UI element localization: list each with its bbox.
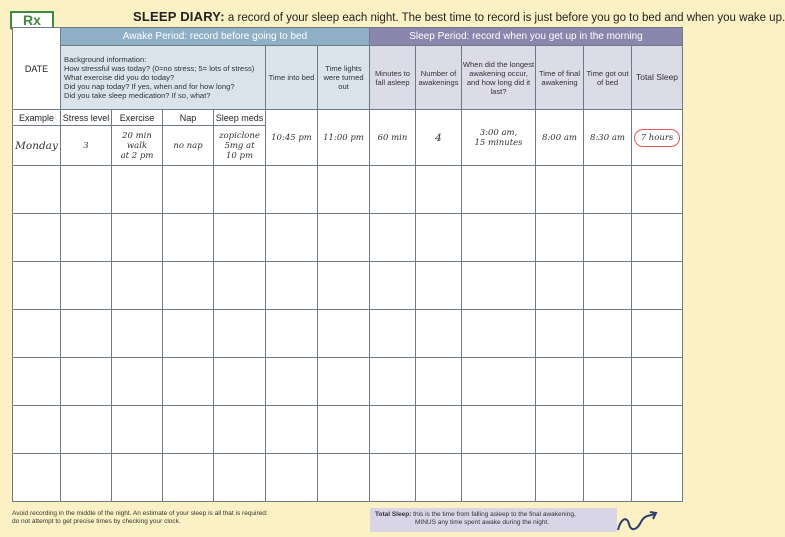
diary-entry-cell[interactable] (462, 358, 536, 406)
diary-entry-cell[interactable] (370, 406, 416, 454)
diary-entry-cell[interactable] (318, 454, 370, 502)
diary-entry-cell[interactable] (61, 166, 112, 214)
diary-entry-cell[interactable] (266, 454, 318, 502)
diary-entry-cell[interactable] (214, 454, 266, 502)
example-time-final-awakening: 8:00 am (536, 110, 584, 166)
diary-entry-cell[interactable] (462, 454, 536, 502)
diary-entry-row (13, 262, 683, 310)
diary-entry-row (13, 310, 683, 358)
diary-entry-cell[interactable] (632, 406, 683, 454)
diary-entry-cell[interactable] (13, 166, 61, 214)
example-day: Monday (13, 126, 61, 166)
diary-entry-cell[interactable] (13, 310, 61, 358)
diary-entry-cell[interactable] (536, 262, 584, 310)
diary-entry-cell[interactable] (163, 166, 214, 214)
diary-entry-cell[interactable] (370, 214, 416, 262)
diary-entry-cell[interactable] (318, 406, 370, 454)
diary-entry-cell[interactable] (112, 262, 163, 310)
diary-entry-cell[interactable] (318, 214, 370, 262)
date-header: DATE (13, 28, 61, 110)
diary-entry-cell[interactable] (163, 454, 214, 502)
footer-note-line: Avoid recording in the middle of the night. An estimate of your sleep is all that is required: (12, 510, 268, 517)
diary-entry-cell[interactable] (214, 358, 266, 406)
diary-entry-cell[interactable] (266, 214, 318, 262)
diary-entry-cell[interactable] (61, 358, 112, 406)
diary-entry-cell[interactable] (536, 166, 584, 214)
diary-entry-cell[interactable] (632, 166, 683, 214)
diary-entry-cell[interactable] (163, 406, 214, 454)
diary-entry-cell[interactable] (462, 310, 536, 358)
example-longest-awakening-line: 15 minutes (474, 137, 523, 148)
diary-entry-cell[interactable] (266, 310, 318, 358)
diary-entry-cell[interactable] (536, 310, 584, 358)
example-sleep-meds-line: zopiclone (219, 130, 260, 141)
example-number-awakenings: 4 (416, 110, 462, 166)
example-nap: no nap (163, 126, 214, 166)
example-label: Example (13, 110, 61, 126)
diary-entry-cell[interactable] (13, 454, 61, 502)
diary-entry-cell[interactable] (536, 406, 584, 454)
diary-entry-cell[interactable] (266, 262, 318, 310)
diary-entry-cell[interactable] (214, 262, 266, 310)
diary-entry-cell[interactable] (266, 406, 318, 454)
diary-entry-cell[interactable] (61, 214, 112, 262)
example-time-into-bed: 10:45 pm (266, 110, 318, 166)
awake-period-header: Awake Period: record before going to bed (61, 28, 370, 46)
diary-entry-cell[interactable] (416, 262, 462, 310)
example-exercise (112, 126, 163, 166)
diary-entry-cell[interactable] (416, 166, 462, 214)
diary-entry-cell[interactable] (163, 358, 214, 406)
diary-entry-cell[interactable] (584, 406, 632, 454)
diary-entry-cell[interactable] (416, 310, 462, 358)
diary-entry-cell[interactable] (632, 310, 683, 358)
diary-entry-cell[interactable] (584, 454, 632, 502)
example-total-sleep-circle: 7 hours (634, 129, 681, 147)
title-bold: SLEEP DIARY: (133, 9, 225, 24)
example-minutes-fall-asleep: 60 min (370, 110, 416, 166)
example-sleep-meds (214, 126, 266, 166)
diary-entry-cell[interactable] (584, 166, 632, 214)
diary-entry-cell[interactable] (214, 166, 266, 214)
diary-entry-cell[interactable] (61, 262, 112, 310)
total-sleep-definition-text2: MINUS any time spent awake during the night. (415, 519, 550, 526)
diary-entry-cell[interactable] (13, 262, 61, 310)
page-title (133, 9, 785, 24)
diary-entry-cell[interactable] (632, 214, 683, 262)
example-sleep-meds-line: 5mg at (224, 140, 255, 151)
example-exercise-line: walk (126, 140, 148, 151)
logo-rx: Rx (23, 12, 41, 28)
footer-note-line: do not attempt to get precise times by checking your clock. (12, 518, 181, 525)
diary-entry-row (13, 214, 683, 262)
example-longest-awakening (462, 110, 536, 166)
example-time-out-of-bed: 8:30 am (584, 110, 632, 166)
diary-entry-cell[interactable] (584, 262, 632, 310)
diary-entry-cell[interactable] (632, 358, 683, 406)
diary-entry-row (13, 358, 683, 406)
diary-entry-cell[interactable] (370, 310, 416, 358)
total-sleep-definition-text: this is the time from falling asleep to the final awakening, (411, 511, 576, 518)
minutes-fall-asleep-header: Minutes to fall asleep (370, 46, 416, 110)
diary-entry-cell[interactable] (61, 454, 112, 502)
diary-entry-cell[interactable] (318, 166, 370, 214)
diary-entry-cell[interactable] (112, 166, 163, 214)
background-info-line: Background information: (64, 55, 147, 64)
background-info-line: Did you nap today? If yes, when and for how long? (64, 82, 235, 91)
diary-entry-row (13, 406, 683, 454)
diary-entry-cell[interactable] (632, 454, 683, 502)
time-final-awakening-header: Time of final awakening (536, 46, 584, 110)
exercise-header: Exercise (112, 110, 163, 126)
diary-entry-cell[interactable] (370, 262, 416, 310)
total-sleep-header: Total Sleep (632, 46, 683, 110)
diary-entry-cell[interactable] (266, 166, 318, 214)
example-exercise-line: at 2 pm (120, 150, 154, 161)
example-exercise-line: 20 min (122, 130, 152, 141)
diary-entry-cell[interactable] (370, 358, 416, 406)
example-stress: 3 (61, 126, 112, 166)
diary-entry-cell[interactable] (318, 310, 370, 358)
diary-entry-cell[interactable] (112, 358, 163, 406)
diary-entry-cell[interactable] (13, 214, 61, 262)
diary-entry-cell[interactable] (163, 262, 214, 310)
background-info-line: Did you take sleep medication? If so, what? (64, 91, 211, 100)
diary-entry-cell[interactable] (536, 454, 584, 502)
example-time-lights-out: 11:00 pm (318, 110, 370, 166)
diary-entry-cell[interactable] (13, 358, 61, 406)
example-total-sleep (632, 110, 683, 166)
diary-entry-cell[interactable] (536, 358, 584, 406)
example-longest-awakening-line: 3:00 am, (479, 127, 518, 138)
diary-entry-cell[interactable] (416, 214, 462, 262)
diary-entry-cell[interactable] (370, 166, 416, 214)
diary-entry-cell[interactable] (584, 358, 632, 406)
diary-entry-row (13, 166, 683, 214)
total-sleep-definition-label: Total Sleep: (375, 511, 412, 518)
diary-entry-row (13, 454, 683, 502)
diary-entry-cell[interactable] (112, 310, 163, 358)
swirl-arrow-icon (615, 510, 660, 534)
diary-entry-cell[interactable] (112, 214, 163, 262)
sleep-diary-table (12, 27, 683, 502)
sleep-meds-header: Sleep meds (214, 110, 266, 126)
diary-entry-cell[interactable] (370, 454, 416, 502)
time-into-bed-header: Time into bed (266, 46, 318, 110)
background-info-line: How stressful was today? (0=no stress; 5= lots of stress) (64, 64, 255, 73)
stress-level-header: Stress level (61, 110, 112, 126)
total-sleep-definition (370, 508, 617, 532)
diary-entry-cell[interactable] (318, 358, 370, 406)
footer-note (12, 510, 268, 526)
diary-entry-cell[interactable] (61, 310, 112, 358)
diary-entry-cell[interactable] (584, 214, 632, 262)
diary-entry-cell[interactable] (416, 454, 462, 502)
diary-entry-cell[interactable] (462, 166, 536, 214)
diary-entry-cell[interactable] (318, 262, 370, 310)
background-info-line: What exercise did you do today? (64, 73, 175, 82)
diary-entry-cell[interactable] (536, 214, 584, 262)
background-info (61, 46, 266, 110)
diary-entry-cell[interactable] (13, 406, 61, 454)
diary-entry-cell[interactable] (462, 214, 536, 262)
example-sleep-meds-line: 10 pm (225, 150, 254, 161)
diary-entry-cell[interactable] (61, 406, 112, 454)
diary-entry-cell[interactable] (462, 262, 536, 310)
time-lights-out-header: Time lights were turned out (318, 46, 370, 110)
sleep-period-header: Sleep Period: record when you get up in the morning (370, 28, 683, 46)
diary-entry-cell[interactable] (214, 214, 266, 262)
longest-awakening-header: When did the longest awakening occur, and how long did it last? (462, 46, 536, 110)
diary-entry-cell[interactable] (112, 406, 163, 454)
diary-entry-cell[interactable] (416, 358, 462, 406)
diary-entry-cell[interactable] (214, 310, 266, 358)
nap-header: Nap (163, 110, 214, 126)
diary-entry-cell[interactable] (214, 406, 266, 454)
diary-entry-cell[interactable] (163, 310, 214, 358)
diary-entry-cell[interactable] (163, 214, 214, 262)
time-out-of-bed-header: Time got out of bed (584, 46, 632, 110)
title-rest: a record of your sleep each night. The best time to record is just before you go to bed and when you wake up. (224, 12, 785, 24)
diary-entry-cell[interactable] (462, 406, 536, 454)
diary-entry-cell[interactable] (632, 262, 683, 310)
diary-entry-cell[interactable] (416, 406, 462, 454)
number-awakenings-header: Number of awakenings (416, 46, 462, 110)
diary-entry-cell[interactable] (584, 310, 632, 358)
diary-entry-cell[interactable] (266, 358, 318, 406)
diary-entry-cell[interactable] (112, 454, 163, 502)
